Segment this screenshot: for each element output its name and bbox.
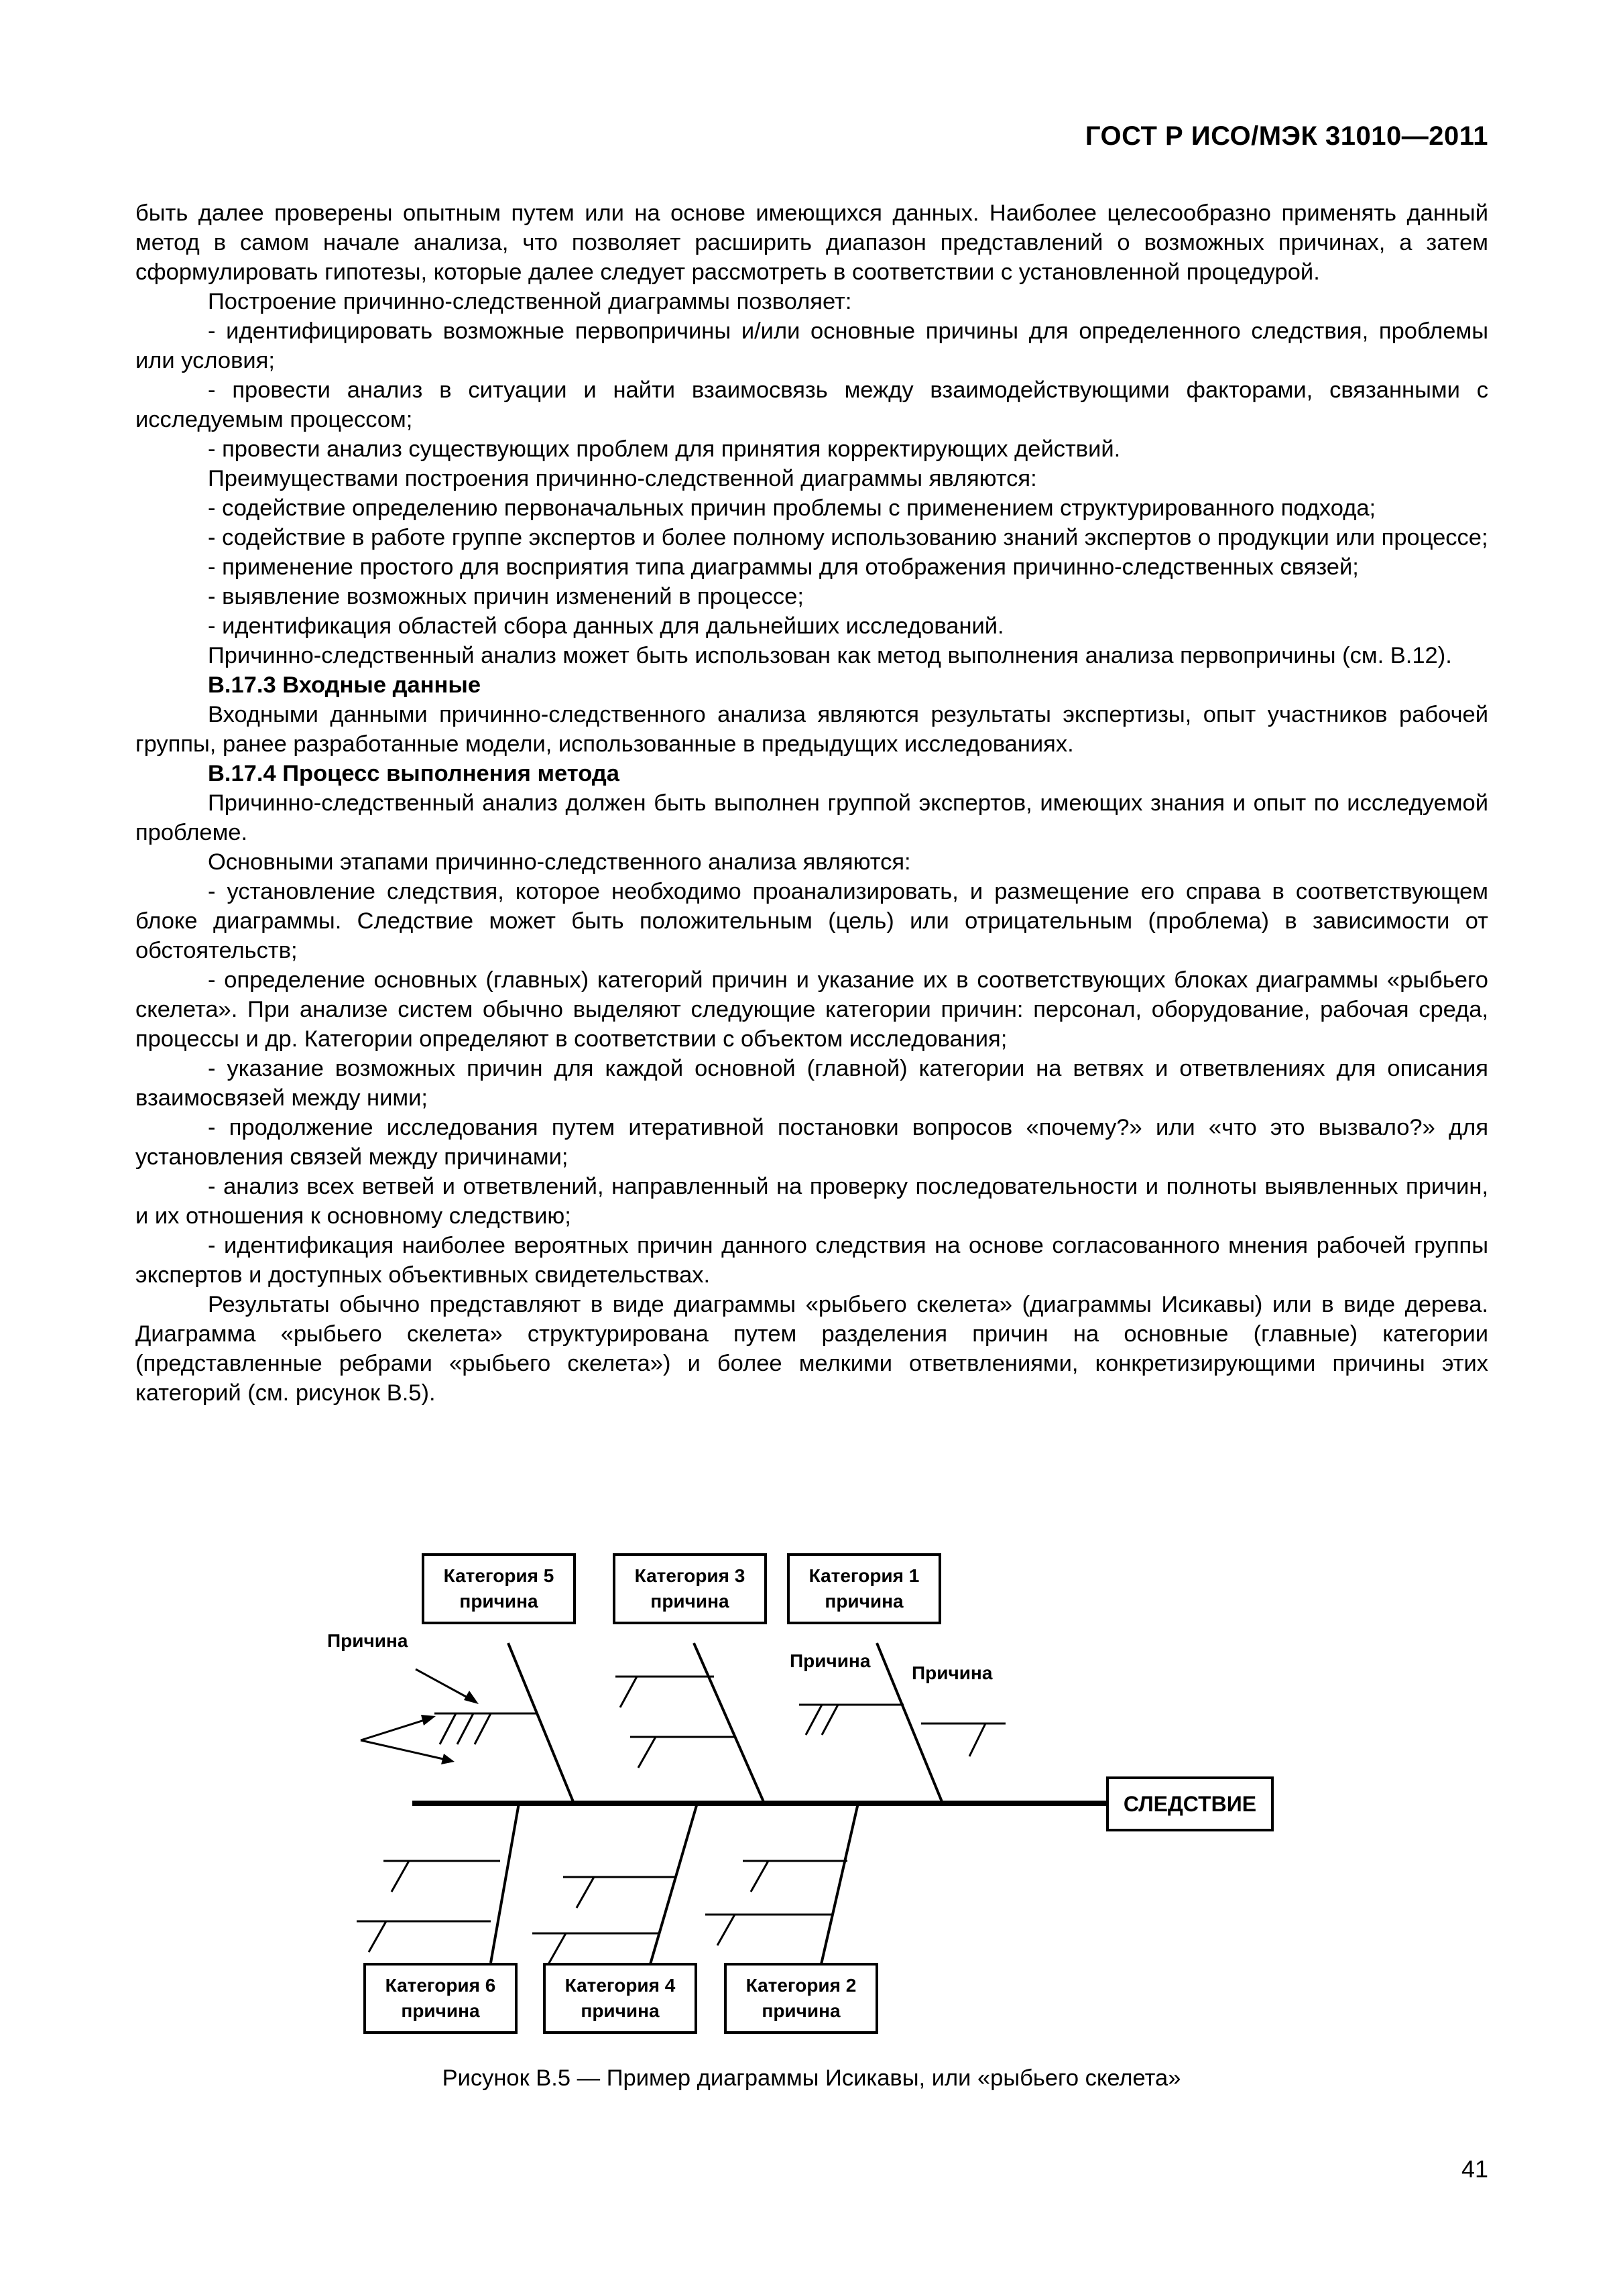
paragraph: - идентифицировать возможные первопричины и/или основные причины для определенного следствия, проблемы или условия; <box>135 318 1488 373</box>
section-heading: B.17.3 Входные данные <box>208 672 481 698</box>
paragraph: - указание возможных причин для каждой основной (главной) категории на ветвях и ответвлениях для описания взаимосвязей между ними; <box>135 1056 1488 1111</box>
paragraph: Основными этапами причинно-следственного анализа являются: <box>208 849 911 875</box>
category-3-box: Категория 3 причина <box>613 1553 767 1624</box>
rib-category-2 <box>821 1803 858 1964</box>
body-text <box>135 198 1488 1408</box>
category-1-box: Категория 1 причина <box>787 1553 941 1624</box>
paragraph: Построение причинно-следственной диаграммы позволяет: <box>208 289 852 314</box>
page-number: 41 <box>1461 2155 1488 2183</box>
paragraph: - применение простого для восприятия типа диаграммы для отображения причинно-следственных связей; <box>208 554 1359 580</box>
paragraph: - анализ всех ветвей и ответвлений, направленный на проверку последовательности и полноты выявленных причин, и их отношения к основному следствию; <box>135 1174 1488 1229</box>
section-heading: B.17.4 Процесс выполнения метода <box>208 761 619 786</box>
cause-label-left: Причина <box>327 1630 408 1651</box>
paragraph: - продолжение исследования путем итеративной постановки вопросов «почему?» или «что это вызвало?» для установления связей между причинами; <box>135 1115 1488 1170</box>
ishikawa-diagram <box>315 1535 1334 2058</box>
paragraph: быть далее проверены опытным путем или на основе имеющихся данных. Наиболее целесообразно применять данный метод в самом начале анализа, что позволяет расширить диапазон представлений о возможных причинах, а затем сформулировать гипотезы, которые далее следует рассмотреть в соответствии с установленной процедурой. <box>135 200 1488 285</box>
paragraph: - содействие в работе группе экспертов и более полному использованию знаний экспертов о продукции или процессе; <box>208 525 1488 550</box>
paragraph: Причинно-следственный анализ может быть использован как метод выполнения анализа первопричины (см. B.12). <box>208 643 1452 668</box>
paragraph: - выявление возможных причин изменений в процессе; <box>208 584 804 609</box>
rib-category-3 <box>694 1643 764 1803</box>
paragraph: - содействие определению первоначальных причин проблемы с применением структурированного подхода; <box>208 495 1376 521</box>
paragraph: - провести анализ существующих проблем для принятия корректирующих действий. <box>208 436 1121 462</box>
document-header: ГОСТ Р ИСО/МЭК 31010—2011 <box>1085 121 1488 151</box>
paragraph: - идентификация областей сбора данных для дальнейших исследований. <box>208 613 1004 639</box>
category-2-box: Категория 2 причина <box>724 1963 878 2034</box>
paragraph: - идентификация наиболее вероятных причин данного следствия на основе согласованного мнения рабочей группы экспертов и доступных объективных свидетельствах. <box>135 1233 1488 1288</box>
rib-category-6 <box>491 1803 519 1963</box>
figure-caption: Рисунок B.5 — Пример диаграммы Исикавы, или «рыбьего скелета» <box>442 2065 1181 2091</box>
paragraph: Преимуществами построения причинно-следственной диаграммы являются: <box>208 466 1037 491</box>
paragraph: Причинно-следственный анализ должен быть выполнен группой экспертов, имеющих знания и опыт по исследуемой проблеме. <box>135 790 1488 845</box>
paragraph: Входными данными причинно-следственного анализа являются результаты экспертизы, опыт участников рабочей группы, ранее разработанные модели, использованные в предыдущих исследованиях. <box>135 702 1488 757</box>
rib-category-4 <box>650 1803 697 1964</box>
cause-label-right: Причина <box>912 1663 993 1683</box>
paragraph: Результаты обычно представляют в виде диаграммы «рыбьего скелета» (диаграммы Исикавы) или в виде дерева. Диаграмма «рыбьего скелета» структурирована путем разделения причин на основные (главные) категории (представленные ребрами «рыбьего скелета») и более мелкими ответвлениями, конкретизирующими причины этих категорий (см. рисунок B.5). <box>135 1292 1488 1406</box>
category-4-box: Категория 4 причина <box>543 1963 697 2034</box>
paragraph: - определение основных (главных) категорий причин и указание их в соответствующих блоках диаграммы «рыбьего скелета». При анализе систем обычно выделяют следующие категории причин: персонал, оборудование, рабочая среда, процессы и др. Категории определяют в соответствии с объектом исследования; <box>135 967 1488 1052</box>
cause-label-mid: Причина <box>790 1650 871 1671</box>
paragraph: - установление следствия, которое необходимо проанализировать, и размещение его справа в соответствующем блоке диаграммы. Следствие может быть положительным (цель) или отрицательным (проблема) в зависимости от обстоятельств; <box>135 879 1488 963</box>
effect-box: СЛЕДСТВИЕ <box>1106 1776 1274 1831</box>
rib-category-5 <box>508 1643 574 1803</box>
paragraph: - провести анализ в ситуации и найти взаимосвязь между взаимодействующими факторами, связанными с исследуемым процессом; <box>135 377 1488 432</box>
category-5-box: Категория 5 причина <box>422 1553 576 1624</box>
category-6-box: Категория 6 причина <box>363 1963 518 2034</box>
